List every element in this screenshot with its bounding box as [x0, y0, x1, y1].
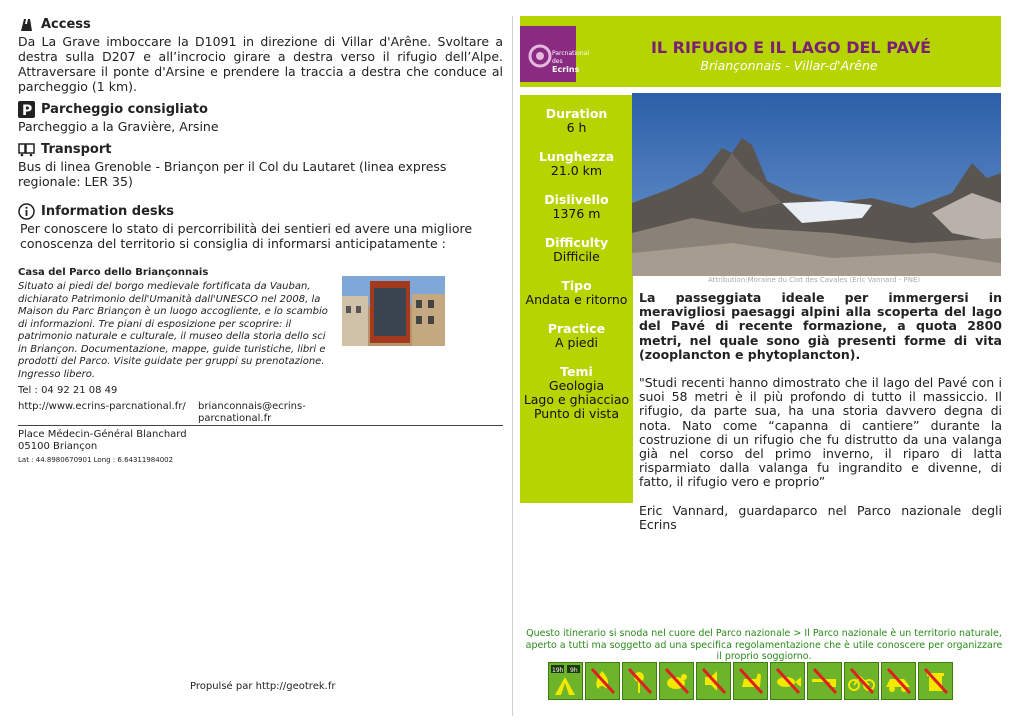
- header-banner: [520, 16, 1001, 87]
- no-dogs-icon: [733, 662, 768, 700]
- casa-section: [18, 267, 503, 464]
- casa-description: Situato ai piedi del borgo medievale fortificata da Vauban, dichiarato Patrimonio dell'Umanità dall'UNESCO nel 2008, la Maison du Parc Briançon è un luogo accogliente, e lo scambio di informazioni. Tre piani di esposizione per scoprire: il patrimonio naturale e culturale, il museo della storia dello sci in Briançon. Documentazione, mappe, guide turistiche, libri e prodotti del Parco. Visite guidate per gruppi su prenotazione. Ingresso libero.: [18, 281, 328, 380]
- access-text: Da La Grave imboccare la D1091 in direzione di Villar d'Arêne. Svoltare a destra sulla D207 e all’incrocio girare a destra verso il rifugio dell’Alpe. Attraversare il ponte d'Arsine e prendere la traccia a destra che conduce al parcheggio (1 km).: [18, 34, 503, 94]
- info-type: Tipo Andata e ritorno: [525, 278, 628, 307]
- access-section: [18, 16, 503, 94]
- description-lead: La passeggiata ideale per immergersi in meravigliosi paesaggi alpini alla scoperta del lago del Pavé di recente formazione, a quota 2800 metri, nel quale sono già presenti forme di vita (zooplancton e phytoplancton).: [639, 290, 1002, 362]
- description-author: Eric Vannard, guardaparco nel Parco nazionale degli Ecrins: [639, 502, 1002, 532]
- svg-text:19h: 19h: [552, 667, 564, 674]
- casa-coordinates: Lat : 44.8980670901 Long : 6.64311984002: [18, 455, 174, 464]
- description-quote: "Studi recenti hanno dimostrato che il lago del Pavé con i suoi 58 metri è il più profondo di tutto il massiccio. Il rifugio, da parte sua, ha una storia davvero degna di nota. Nato come “capanna di cantiere” durante la costruzione di un rifugio che fu distrutto da una valanga già nel corso del primo inverno, il riparo di latta risparmiato dalla valanga fu ingrandito e divenne, di fatto, il rifugio vero e proprio”: [639, 375, 1002, 490]
- info-themes: Temi Geologia Lago e ghiacciao Punto di vista: [523, 364, 630, 421]
- parking-heading: [18, 101, 503, 118]
- parking-icon: [18, 101, 35, 118]
- info-elevation: Dislivello 1376 m: [544, 192, 609, 221]
- casa-phone: Tel : 04 92 21 08 49: [18, 385, 118, 396]
- no-vehicle-icon: [881, 662, 916, 700]
- info-icon: [18, 203, 35, 220]
- information-text: Per conoscere lo stato di percorribilità dei sentieri ed avere una migliore conoscenza del territorio si consiglia di informarsi anticipatamente :: [20, 221, 473, 251]
- photo-attribution: Attribution:Moraine du Clot des Cavales (Eric Vannard - PNE): [708, 276, 921, 284]
- regulation-text: Questo itinerario si snoda nel cuore del Parco nazionale > Il Parco nazionale è un territorio naturale, aperto a tutti ma soggetto ad una specifica regolamentazione che è utile conoscere per organizzare il proprio soggiorno.: [525, 628, 1003, 662]
- column-divider: [512, 16, 513, 716]
- transport-text: Bus di linea Grenoble - Briançon per il Col du Lautaret (linea express regionale: LER 35): [18, 159, 447, 189]
- logo-text: Parcnational des Ecrins: [552, 50, 589, 74]
- no-fire-icon: [585, 662, 620, 700]
- access-title: Access: [41, 17, 91, 32]
- access-heading: [18, 16, 503, 33]
- transport-heading: [18, 141, 503, 158]
- casa-title: Casa del Parco dello Briançonnais: [18, 267, 209, 278]
- casa-address-city: 05100 Briançon: [18, 441, 98, 452]
- main-photo: [632, 93, 1001, 276]
- parking-section: [18, 101, 503, 134]
- parking-text: Parcheggio a la Gravière, Arsine: [18, 119, 219, 134]
- no-picking-icon: [622, 662, 657, 700]
- page-title: IL RIFUGIO E IL LAGO DEL PAVÉ: [650, 38, 932, 57]
- no-fishing-icon: [770, 662, 805, 700]
- parking-title: Parcheggio consigliato: [41, 102, 208, 117]
- info-duration: Duration 6 h: [545, 106, 608, 135]
- no-bike-icon: [844, 662, 879, 700]
- no-waste-icon: [918, 662, 953, 700]
- no-noise-icon: [696, 662, 731, 700]
- hiker-icon: [18, 16, 35, 33]
- transport-title: Transport: [41, 142, 112, 157]
- powered-by-text: Propulsé par http://geotrek.fr: [190, 681, 336, 692]
- casa-contacts: [18, 401, 503, 426]
- page-subtitle: Briançonnais - Villar-d'Arêne: [700, 58, 878, 73]
- no-disturbance-icon: [659, 662, 694, 700]
- casa-address-street: Place Médecin-Général Blanchard: [18, 428, 187, 440]
- info-column: [520, 95, 633, 503]
- information-section: [18, 203, 503, 251]
- casa-photo: [342, 276, 445, 346]
- no-weapons-icon: [807, 662, 842, 700]
- information-title: Information desks: [41, 204, 175, 219]
- regulation-pictograms: [548, 662, 953, 700]
- description: [639, 291, 1002, 546]
- park-logo: [520, 26, 589, 82]
- casa-website-link[interactable]: http://www.ecrins-parcnational.fr/: [18, 400, 186, 412]
- info-practice: Practice A piedi: [547, 321, 606, 350]
- svg-text:9h: 9h: [570, 667, 578, 674]
- left-column: [18, 16, 503, 464]
- bus-icon: [18, 141, 35, 158]
- svg-text:P: P: [22, 103, 33, 118]
- transport-section: [18, 141, 503, 189]
- camping-icon: [548, 662, 583, 700]
- information-heading: [18, 203, 503, 220]
- casa-email-link[interactable]: brianconnais@ecrins-parcnational.fr: [198, 400, 306, 424]
- left-divider-line: [18, 425, 503, 426]
- info-difficulty: Difficulty Difficile: [544, 235, 609, 264]
- info-length: Lunghezza 21.0 km: [538, 149, 615, 178]
